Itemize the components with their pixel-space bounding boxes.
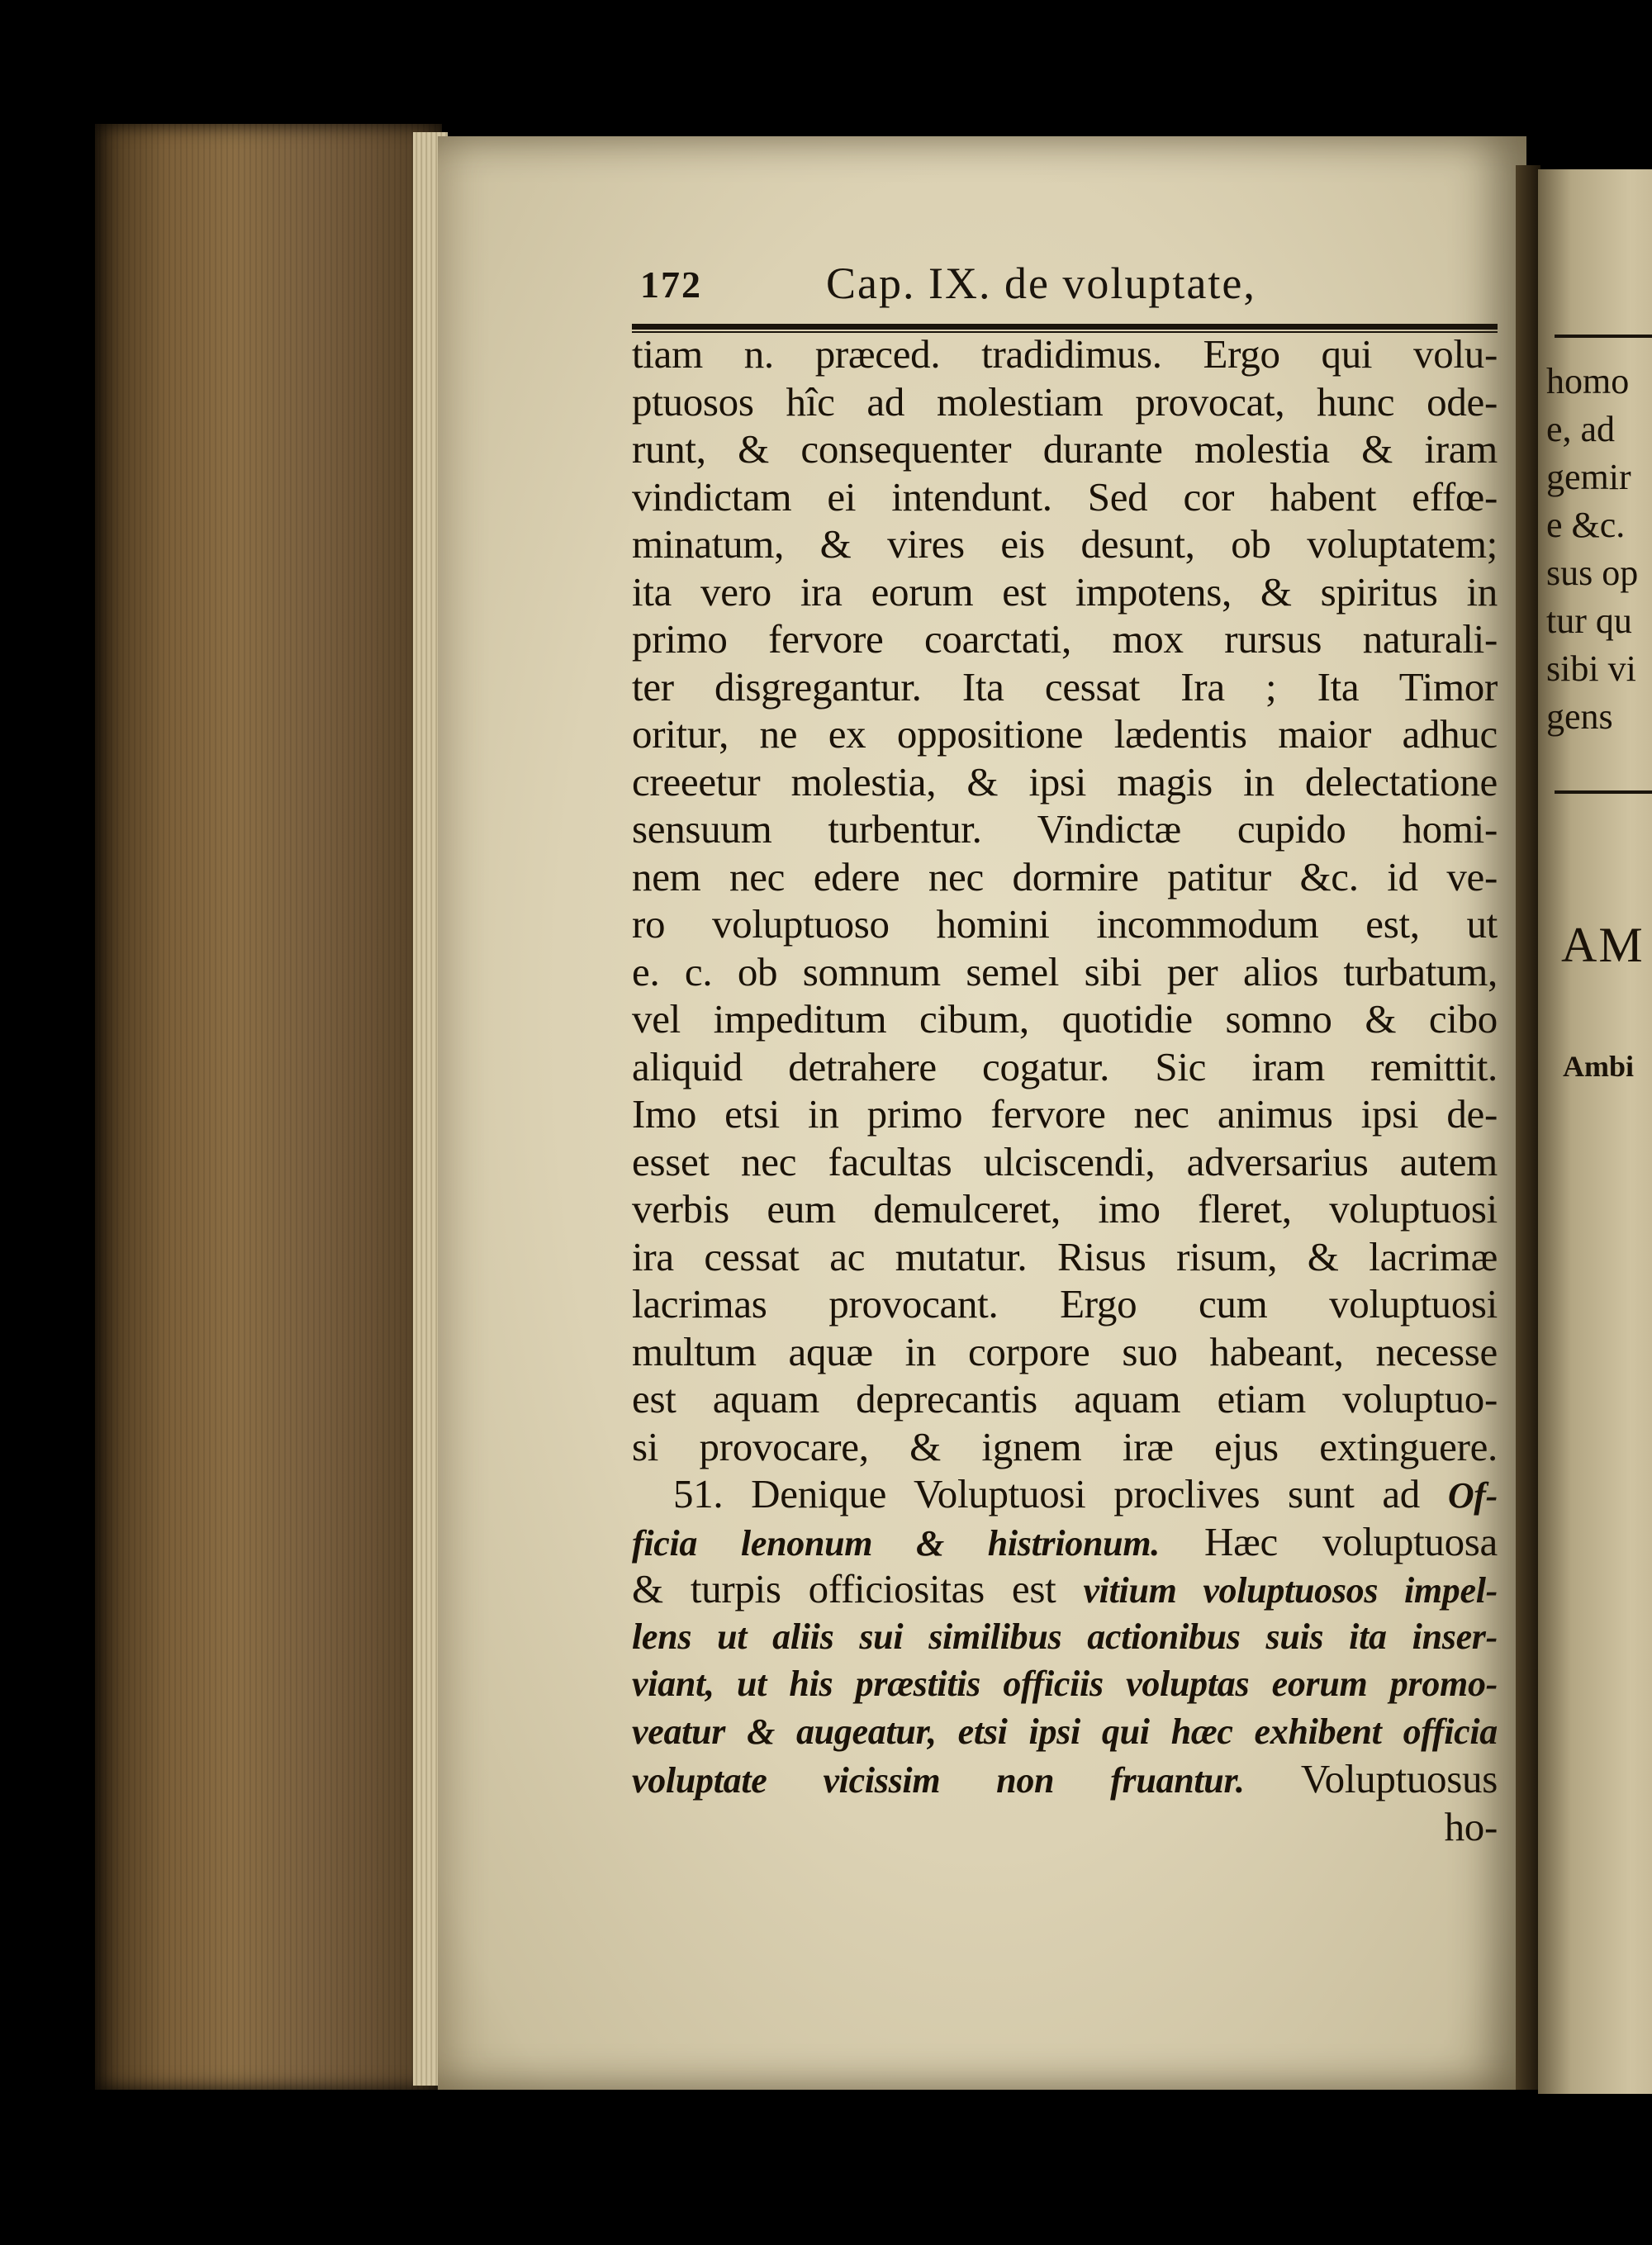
body-text	[632, 330, 1498, 1850]
facing-page-heading: AM	[1561, 918, 1645, 972]
facing-page-line: tur qu	[1546, 600, 1632, 641]
text-line: ira cessat ac mutatur. Risus risum, & lacrimæ	[632, 1233, 1498, 1279]
facing-page-line: sus op	[1546, 553, 1639, 593]
text-line: viant, ut his præstitis officiis voluptas eorum promo-	[632, 1664, 1498, 1704]
text-line: nem nec edere nec dormire patitur &c. id ve-	[632, 853, 1498, 899]
italic-run: Of-	[1447, 1475, 1498, 1516]
italic-run: ficia lenonum & histrionum.	[632, 1522, 1160, 1564]
text-line: veatur & augeatur, etsi ipsi qui hæc exhibent officia	[632, 1711, 1498, 1752]
text-line: est aquam deprecantis aquam etiam voluptuo-	[632, 1376, 1498, 1422]
facing-page-subheading: Ambi	[1563, 1050, 1635, 1083]
facing-page-line: gemir	[1546, 457, 1631, 497]
text-line: vindictam ei intendunt. Sed cor habent effœ-	[632, 473, 1498, 520]
text-line: creeetur molestia, & ipsi magis in delectatione	[632, 758, 1498, 804]
facing-page-line: sibi vi	[1546, 648, 1636, 689]
text-line	[632, 1518, 1498, 1566]
text-line	[632, 1470, 1498, 1518]
facing-page-line: homo	[1546, 361, 1630, 401]
book-fore-edge	[95, 124, 442, 2090]
gutter-shadow	[1516, 165, 1540, 2090]
text-line	[632, 1755, 1498, 1803]
text-line: lacrimas provocant. Ergo cum voluptuosi	[632, 1281, 1498, 1327]
text-line	[632, 1565, 1498, 1613]
text-line: minatum, & vires eis desunt, ob voluptatem;	[632, 521, 1498, 567]
text-line: e. c. ob somnum semel sibi per alios turbatum,	[632, 948, 1498, 994]
text-line: sensuum turbentur. Vindictæ cupido homi-	[632, 806, 1498, 852]
text-line: ro voluptuoso homini incommodum est, ut	[632, 901, 1498, 947]
text-line: tiam n. præced. tradidimus. Ergo qui volu-	[632, 331, 1498, 377]
text-line: vel impeditum cibum, quotidie somno & cibo	[632, 996, 1498, 1042]
text-line: ptuosos hîc ad molestiam provocat, hunc ode-	[632, 378, 1498, 425]
facing-page-line: gens	[1546, 696, 1613, 737]
facing-page-line: e, ad	[1546, 409, 1616, 449]
text-line: si provocare, & ignem iræ ejus extinguere.	[632, 1423, 1498, 1469]
text-line: ter disgregantur. Ita cessat Ira ; Ita Timor	[632, 663, 1498, 710]
text-line: ita vero ira eorum est impotens, & spiritus in	[632, 568, 1498, 615]
roman-run: Hæc voluptuosa	[1159, 1518, 1498, 1564]
text-line: oritur, ne ex oppositione lædentis maior adhuc	[632, 711, 1498, 757]
text-line: verbis eum demulceret, imo fleret, voluptuosi	[632, 1186, 1498, 1232]
roman-run: Voluptuosus	[1244, 1756, 1498, 1801]
facing-page-rule-lower	[1555, 790, 1652, 794]
text-line: runt, & consequenter durante molestia & iram	[632, 426, 1498, 472]
text-line: aliquid detrahere cogatur. Sic iram remittit.	[632, 1043, 1498, 1089]
text-line: lens ut aliis sui similibus actionibus suis ita inser-	[632, 1616, 1498, 1657]
text-line: multum aquæ in corpore suo habeant, necesse	[632, 1328, 1498, 1374]
text-line: primo fervore coarctati, mox rursus naturali-	[632, 616, 1498, 662]
text-line: Imo etsi in primo fervore nec animus ipsi de-	[632, 1091, 1498, 1137]
text-line: ho-	[1444, 1803, 1498, 1849]
page-number: 172	[640, 263, 702, 306]
italic-run: vitium voluptuosos impel-	[1083, 1570, 1498, 1611]
facing-page-rule	[1555, 335, 1652, 338]
italic-run: voluptate vicissim non fruantur.	[632, 1760, 1245, 1801]
text-line: esset nec facultas ulciscendi, adversarius autem	[632, 1138, 1498, 1184]
facing-page	[1538, 169, 1652, 2094]
page-header	[632, 259, 1491, 320]
roman-run: & turpis officiositas est	[632, 1566, 1084, 1611]
facing-page-lines	[1546, 358, 1638, 741]
facing-page-line: e &c.	[1546, 505, 1626, 545]
running-title: Cap. IX. de voluptate,	[826, 259, 1256, 308]
roman-run: 51. Denique Voluptuosi proclives sunt ad	[673, 1471, 1448, 1516]
